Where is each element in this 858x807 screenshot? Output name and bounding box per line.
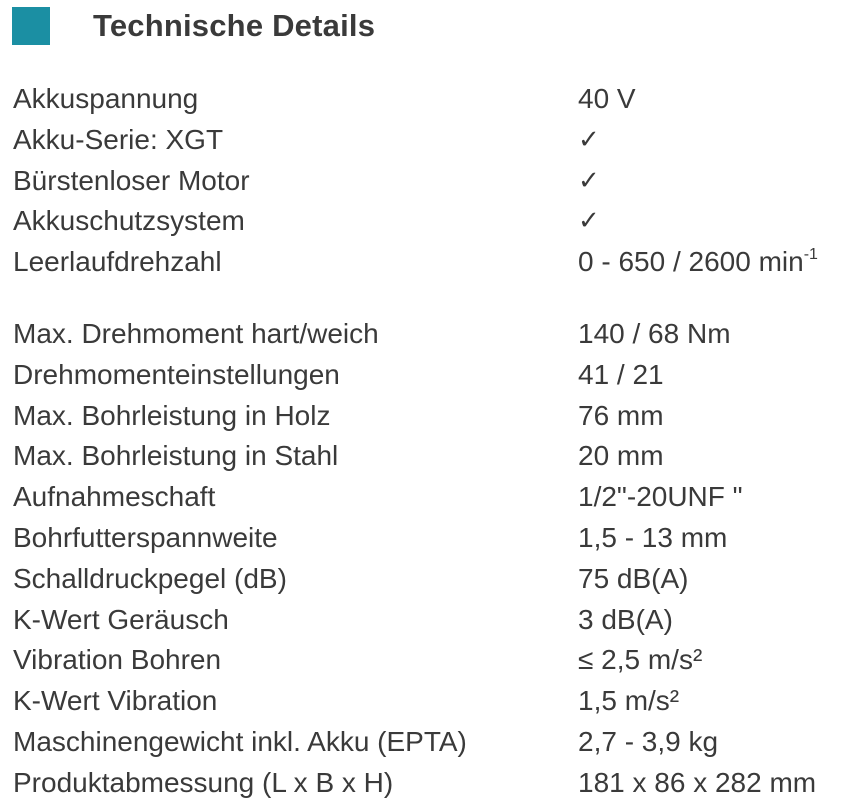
spec-label: Akkuspannung — [13, 83, 199, 114]
spec-row-maschinengewicht — [0, 722, 858, 763]
spec-row-k-wert-vibration — [0, 681, 858, 722]
spec-value-text: 0 - 650 / 2600 min — [578, 246, 804, 278]
spec-label: Vibration Bohren — [13, 644, 222, 676]
spec-label: Leerlaufdrehzahl — [13, 246, 222, 278]
spec-row-akkuschutzsystem — [0, 201, 858, 242]
accent-square-icon — [12, 7, 50, 45]
spec-label: Drehmomenteinstellungen — [13, 358, 340, 390]
spec-value: 76 mm — [578, 399, 664, 431]
spec-group-2 — [0, 314, 858, 804]
spec-label: Akkuschutzsystem — [13, 205, 245, 237]
spec-label: Max. Drehmoment hart/weich — [13, 318, 379, 349]
spec-row-drehmomenteinstellungen — [0, 355, 858, 396]
spec-row-bohrfutterspannweite — [0, 518, 858, 559]
spec-value — [578, 242, 818, 283]
spec-label: Bohrfutterspannweite — [13, 521, 278, 553]
checkmark-icon: ✓ — [578, 165, 600, 196]
spec-row-akkuspannung — [0, 79, 858, 120]
spec-value: 75 dB(A) — [578, 562, 689, 594]
spec-value: 20 mm — [578, 440, 664, 472]
spec-label: Max. Bohrleistung in Stahl — [13, 440, 339, 472]
spec-row-bohrleistung-holz — [0, 396, 858, 437]
spec-row-buerstenloser-motor — [0, 161, 858, 202]
spec-row-max-drehmoment — [0, 314, 858, 355]
spec-label: Aufnahmeschaft — [13, 481, 216, 513]
spec-value: 140 / 68 Nm — [578, 318, 731, 349]
spec-value: 1/2"-20UNF " — [578, 481, 743, 513]
spec-label: Bürstenloser Motor — [13, 164, 250, 196]
spec-value: 1,5 m/s² — [578, 685, 680, 717]
spec-label: Maschinengewicht inkl. Akku (EPTA) — [13, 725, 467, 757]
spec-row-schalldruckpegel — [0, 559, 858, 600]
spec-row-vibration-bohren — [0, 640, 858, 681]
spec-value: 1,5 - 13 mm — [578, 521, 728, 553]
spec-row-k-wert-geraeusch — [0, 600, 858, 641]
spec-value-superscript: -1 — [803, 246, 818, 264]
checkmark-icon: ✓ — [578, 124, 600, 155]
spec-value: 3 dB(A) — [578, 603, 673, 635]
spec-value: 2,7 - 3,9 kg — [578, 725, 719, 757]
spec-label: Schalldruckpegel (dB) — [13, 562, 287, 594]
spec-label: Produktabmessung (L x B x H) — [13, 766, 394, 798]
spec-row-bohrleistung-stahl — [0, 436, 858, 477]
spec-label: K-Wert Vibration — [13, 685, 218, 717]
spec-row-akku-serie — [0, 120, 858, 161]
spec-row-leerlaufdrehzahl — [0, 242, 858, 283]
spec-value: 41 / 21 — [578, 358, 664, 390]
spec-value: 181 x 86 x 282 mm — [578, 766, 817, 798]
spec-value: 40 V — [578, 83, 636, 114]
section-header — [12, 6, 375, 46]
spec-row-aufnahmeschaft — [0, 477, 858, 518]
checkmark-icon: ✓ — [578, 206, 600, 237]
spec-label: Akku-Serie: XGT — [13, 123, 224, 155]
spec-label: Max. Bohrleistung in Holz — [13, 399, 331, 431]
spec-label: K-Wert Geräusch — [13, 603, 229, 635]
spec-value: ≤ 2,5 m/s² — [578, 644, 703, 676]
spec-group-1 — [0, 79, 858, 283]
section-title: Technische Details — [93, 8, 376, 43]
spec-row-produktabmessung — [0, 763, 858, 804]
